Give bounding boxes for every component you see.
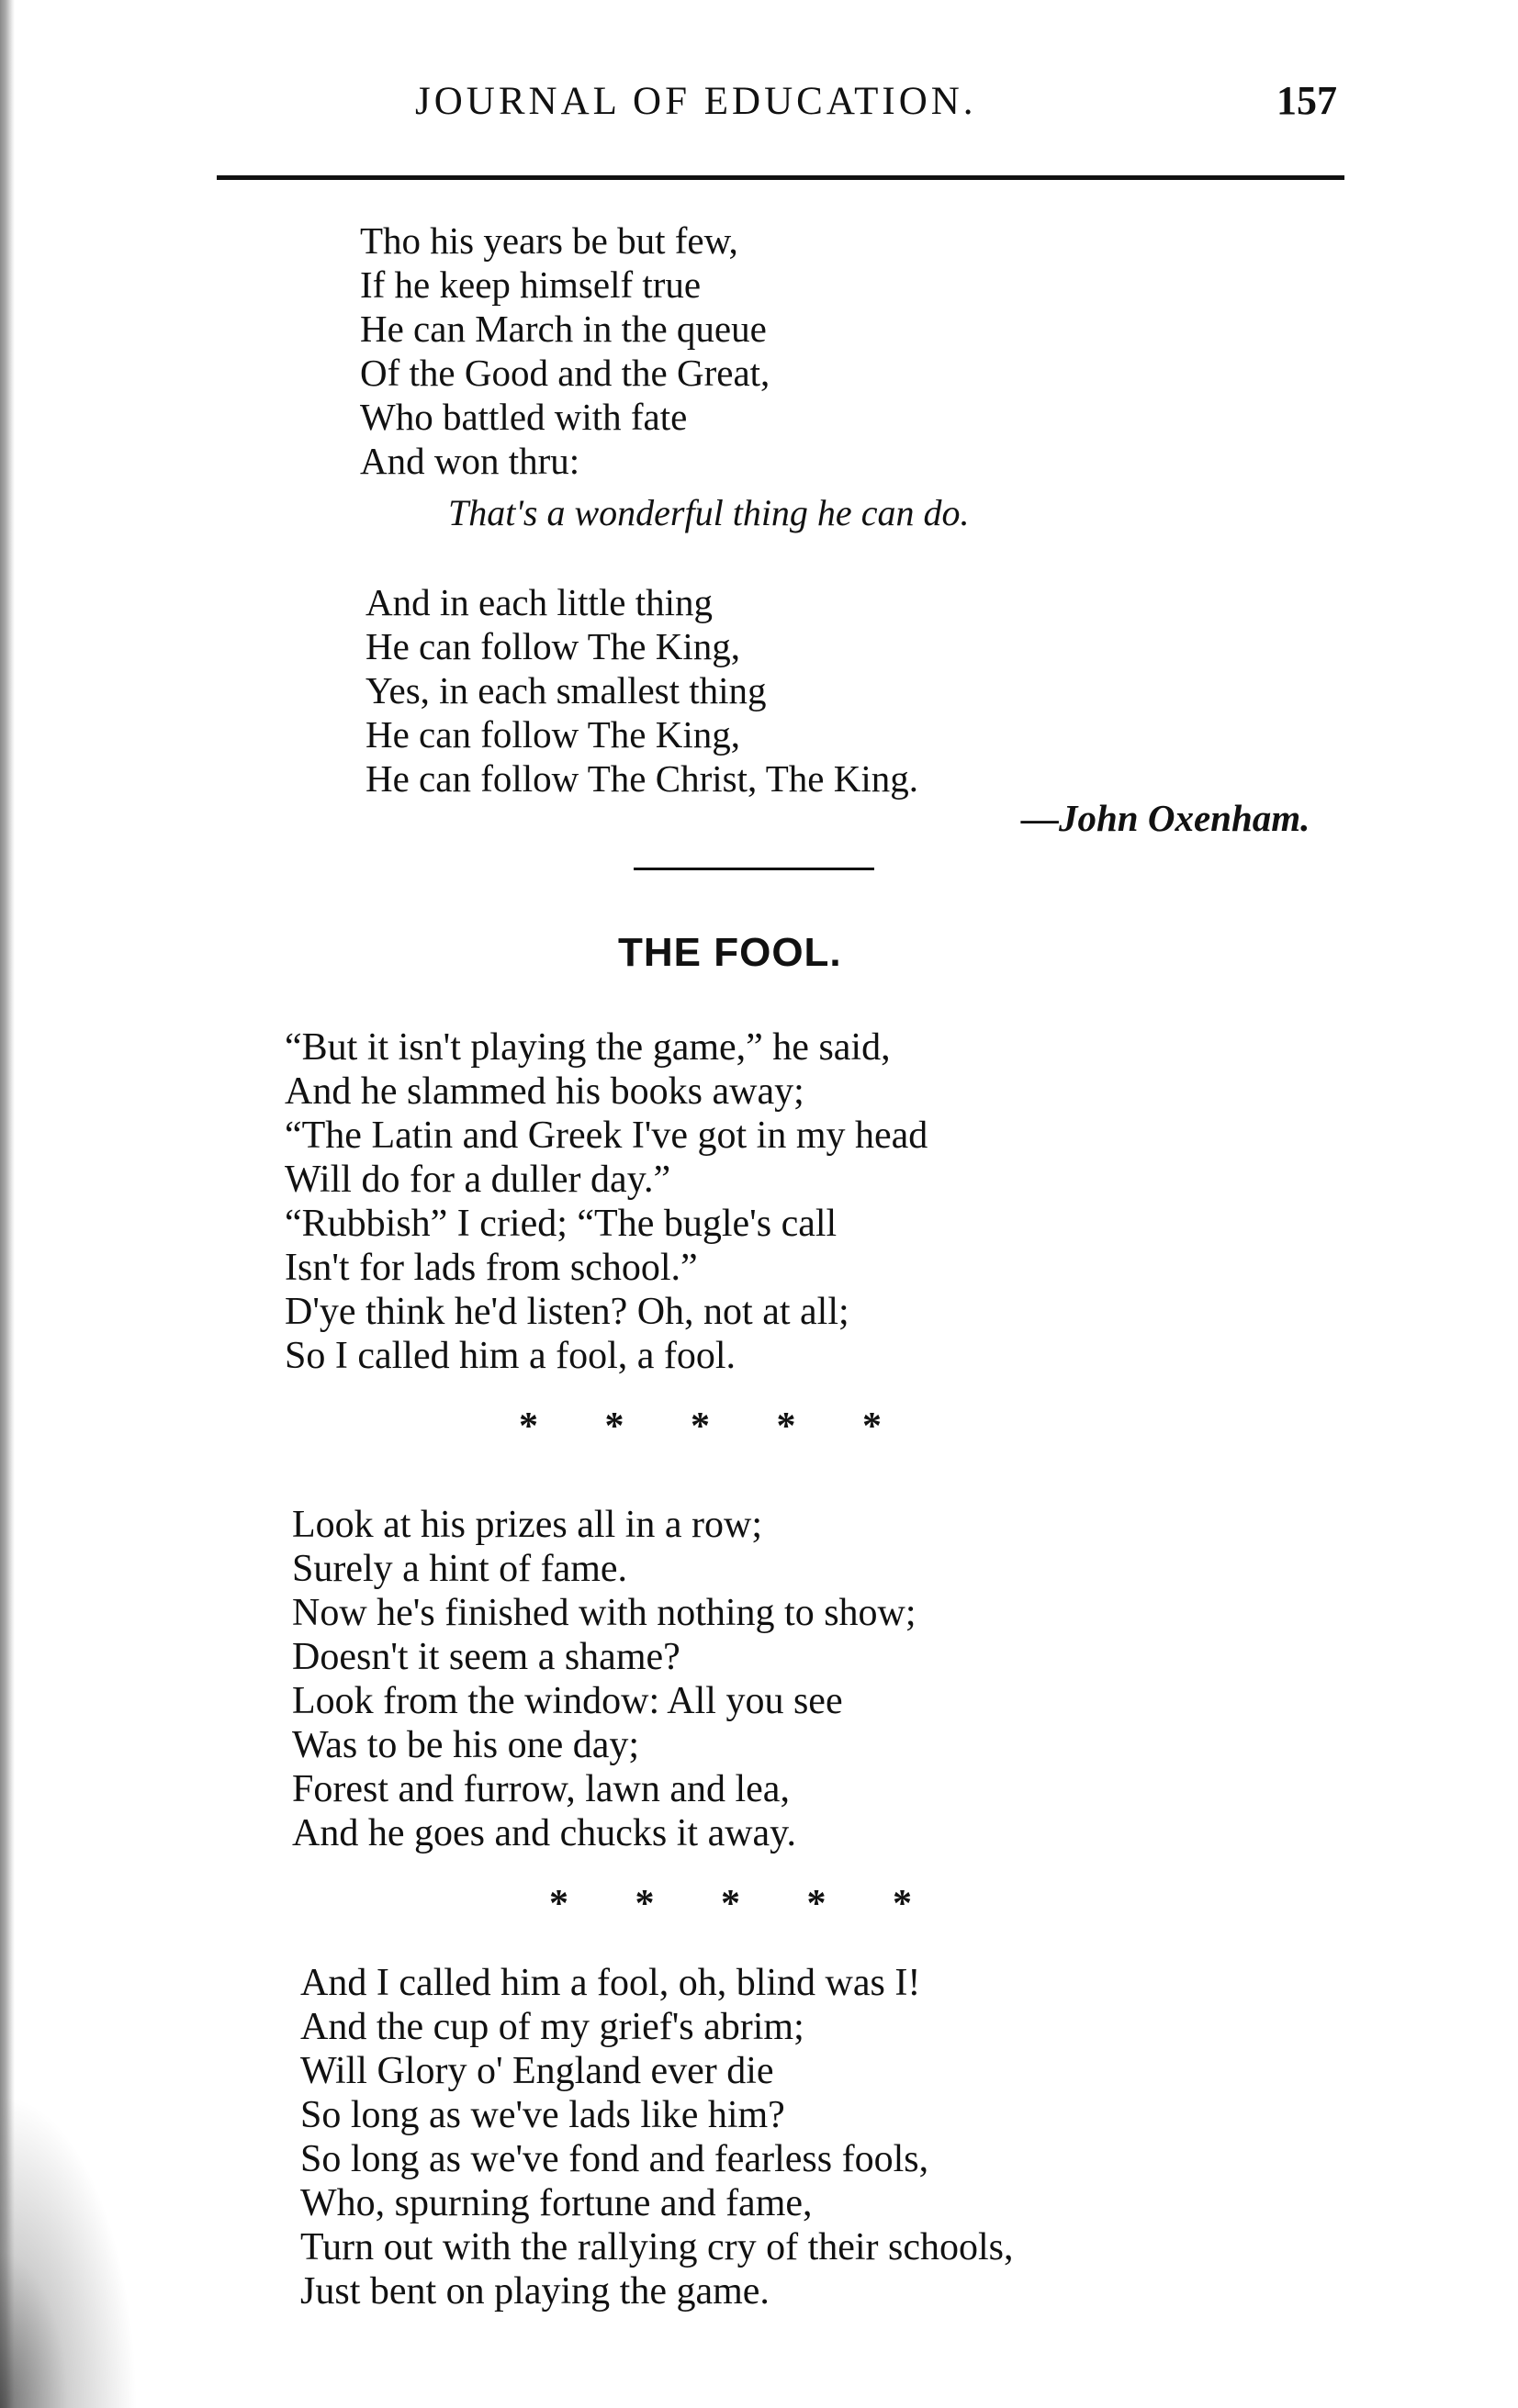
poem-stanza: [300, 1961, 1014, 2313]
poem-line: And the cup of my grief's abrim;: [300, 2006, 804, 2048]
poem-title: THE FOOL.: [618, 930, 842, 975]
poem-line: Of the Good and the Great,: [360, 352, 770, 394]
poem-line: Who, spurning fortune and fame,: [300, 2182, 813, 2224]
poem-line: Will do for a duller day.”: [285, 1159, 671, 1201]
poem-line: Will Glory o' England ever die: [300, 2050, 774, 2092]
poem-line: So I called him a fool, a fool.: [285, 1335, 737, 1377]
page-number: 157: [1276, 78, 1337, 123]
poem-line: Turn out with the rallying cry of their schools,: [300, 2226, 1014, 2268]
poem-line: And won thru:: [360, 440, 580, 482]
poem-stanza: [365, 580, 918, 801]
poem-line: Now he's finished with nothing to show;: [292, 1592, 916, 1634]
poem-line: Who battled with fate: [360, 396, 688, 438]
poem-line: So long as we've lads like him?: [300, 2094, 785, 2136]
poem-line: And he goes and chucks it away.: [292, 1812, 796, 1854]
poem-line: So long as we've fond and fearless fools,: [300, 2138, 929, 2180]
poem-line: He can follow The King,: [365, 713, 740, 756]
poem-line: He can follow The King,: [365, 625, 740, 667]
poem-stanza: [360, 218, 770, 483]
italic-refrain: That's a wonderful thing he can do.: [448, 492, 970, 533]
poem-line: If he keep himself true: [360, 263, 702, 306]
poem-line: Yes, in each smallest thing: [365, 669, 767, 711]
poem-line: And he slammed his books away;: [285, 1070, 804, 1113]
poem-line: Just bent on playing the game.: [300, 2270, 770, 2313]
poem-line: Surely a hint of fame.: [292, 1548, 628, 1590]
poem-line: “The Latin and Greek I've got in my head: [285, 1114, 928, 1157]
poem-line: Isn't for lads from school.”: [285, 1247, 698, 1289]
poem-line: “But it isn't playing the game,” he said,: [285, 1026, 891, 1069]
poem-line: Was to be his one day;: [292, 1724, 640, 1766]
header-rule: [217, 175, 1344, 180]
poem-line: Look from the window: All you see: [292, 1680, 843, 1722]
poem-stanza: [285, 1025, 928, 1378]
running-head: JOURNAL OF EDUCATION.: [415, 80, 977, 123]
poem-line: And I called him a fool, oh, blind was I!: [300, 1962, 921, 2004]
poem-line: He can March in the queue: [360, 308, 767, 350]
poem-line: Look at his prizes all in a row;: [292, 1504, 763, 1546]
poem-line: D'ye think he'd listen? Oh, not at all;: [285, 1291, 849, 1333]
section-divider: [634, 868, 874, 870]
poem-stanza: [292, 1503, 916, 1855]
scanned-page-corner-shadow: [0, 2093, 138, 2408]
poem-line: “Rubbish” I cried; “The bugle's call: [285, 1203, 838, 1245]
poem-line: Doesn't it seem a shame?: [292, 1636, 680, 1678]
stanza-separator: * * * * *: [549, 1883, 912, 1925]
poem-line: He can follow The Christ, The King.: [365, 757, 918, 800]
poem-attribution: —John Oxenham.: [1021, 797, 1310, 839]
poem-line: Tho his years be but few,: [360, 219, 738, 262]
poem-line: And in each little thing: [365, 581, 714, 623]
poem-line: Forest and furrow, lawn and lea,: [292, 1768, 790, 1810]
scanned-page-edge-shadow: [0, 0, 15, 2408]
stanza-separator: * * * * *: [519, 1406, 882, 1448]
